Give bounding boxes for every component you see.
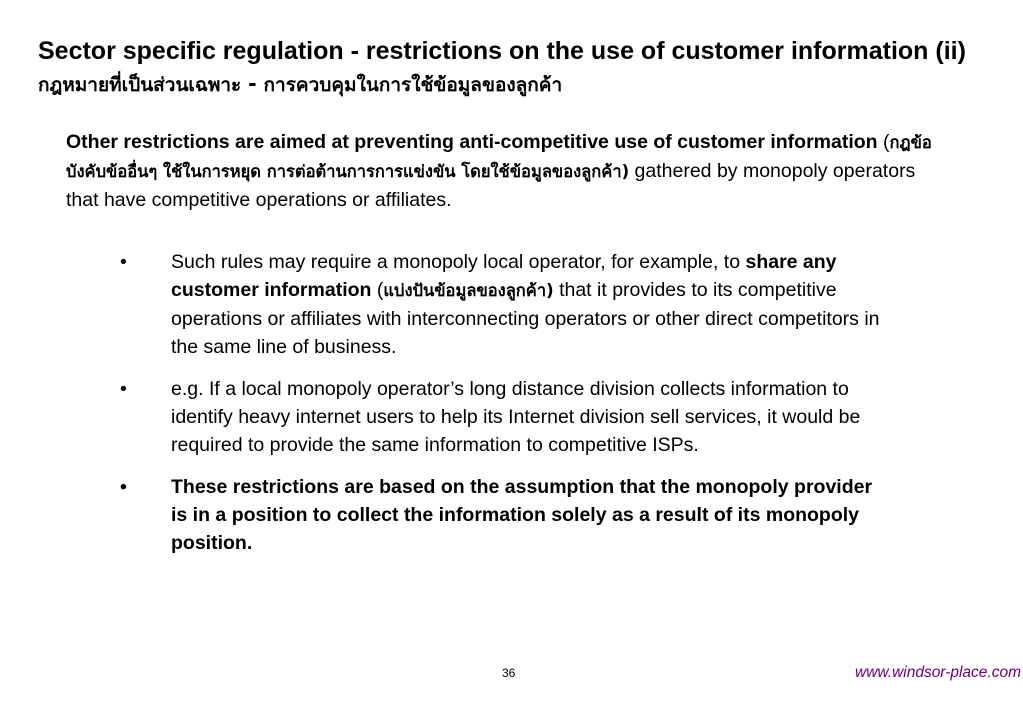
intro-paragraph: [66, 128, 946, 214]
bullet-marker: •: [120, 378, 127, 400]
bullet-text: e.g. If a local monopoly operator’s long distance division collects information to identify heavy internet users to help its Internet division sell services, it would be required to provide the same information to competitive ISPs.: [171, 378, 861, 456]
intro-thai-text: กฎข้อบังคับข้ออื่นๆ ใช้ในการหยุด การต่อต้านการการแข่งขัน โดยใช้ข้อมูลของลูกค้า): [66, 133, 932, 181]
slide-title: [38, 35, 998, 101]
title-thai-2: การควบคุมในการใช้ข้อมูลของลูกค้า: [263, 74, 563, 96]
title-thai: กฎหมายที่เป็นส่วนเฉพาะ: [38, 74, 242, 96]
footer-url-link[interactable]: www.windsor-place.com: [855, 664, 1021, 681]
bullet-item-example: [120, 375, 880, 459]
title-english: Sector specific regulation - restrictions on the use of customer information (ii): [38, 37, 966, 65]
bullet-text-post: that it provides to its competitive operations or affiliates with interconnecting operators or other direct competitors in the same line of business.: [171, 279, 880, 358]
bullet-item-assumption: [120, 473, 880, 557]
bullet-marker: •: [120, 476, 127, 498]
bullet-thai-text: แบ่งปันข้อมูลของลูกค้า): [383, 281, 554, 300]
bullet-list: [120, 248, 880, 571]
bullet-paren-open: (: [376, 279, 384, 301]
bullet-bold-text: share any customer information: [171, 251, 837, 301]
page-number: 36: [502, 666, 516, 680]
intro-bold-text: Other restrictions are aimed at preventing anti-competitive use of customer information: [66, 131, 878, 153]
bullet-item-share-info: [120, 248, 880, 361]
bullet-marker: •: [120, 251, 127, 273]
intro-paren-open: (: [883, 131, 890, 153]
title-separator: -: [248, 69, 257, 97]
bullet-text-pre: Such rules may require a monopoly local operator, for example, to: [171, 251, 741, 273]
bullet-text: These restrictions are based on the assumption that the monopoly provider is in a position to collect the information solely as a result of its monopoly position.: [171, 476, 873, 554]
intro-rest-text: gathered by monopoly operators that have competitive operations or affiliates.: [66, 160, 916, 211]
